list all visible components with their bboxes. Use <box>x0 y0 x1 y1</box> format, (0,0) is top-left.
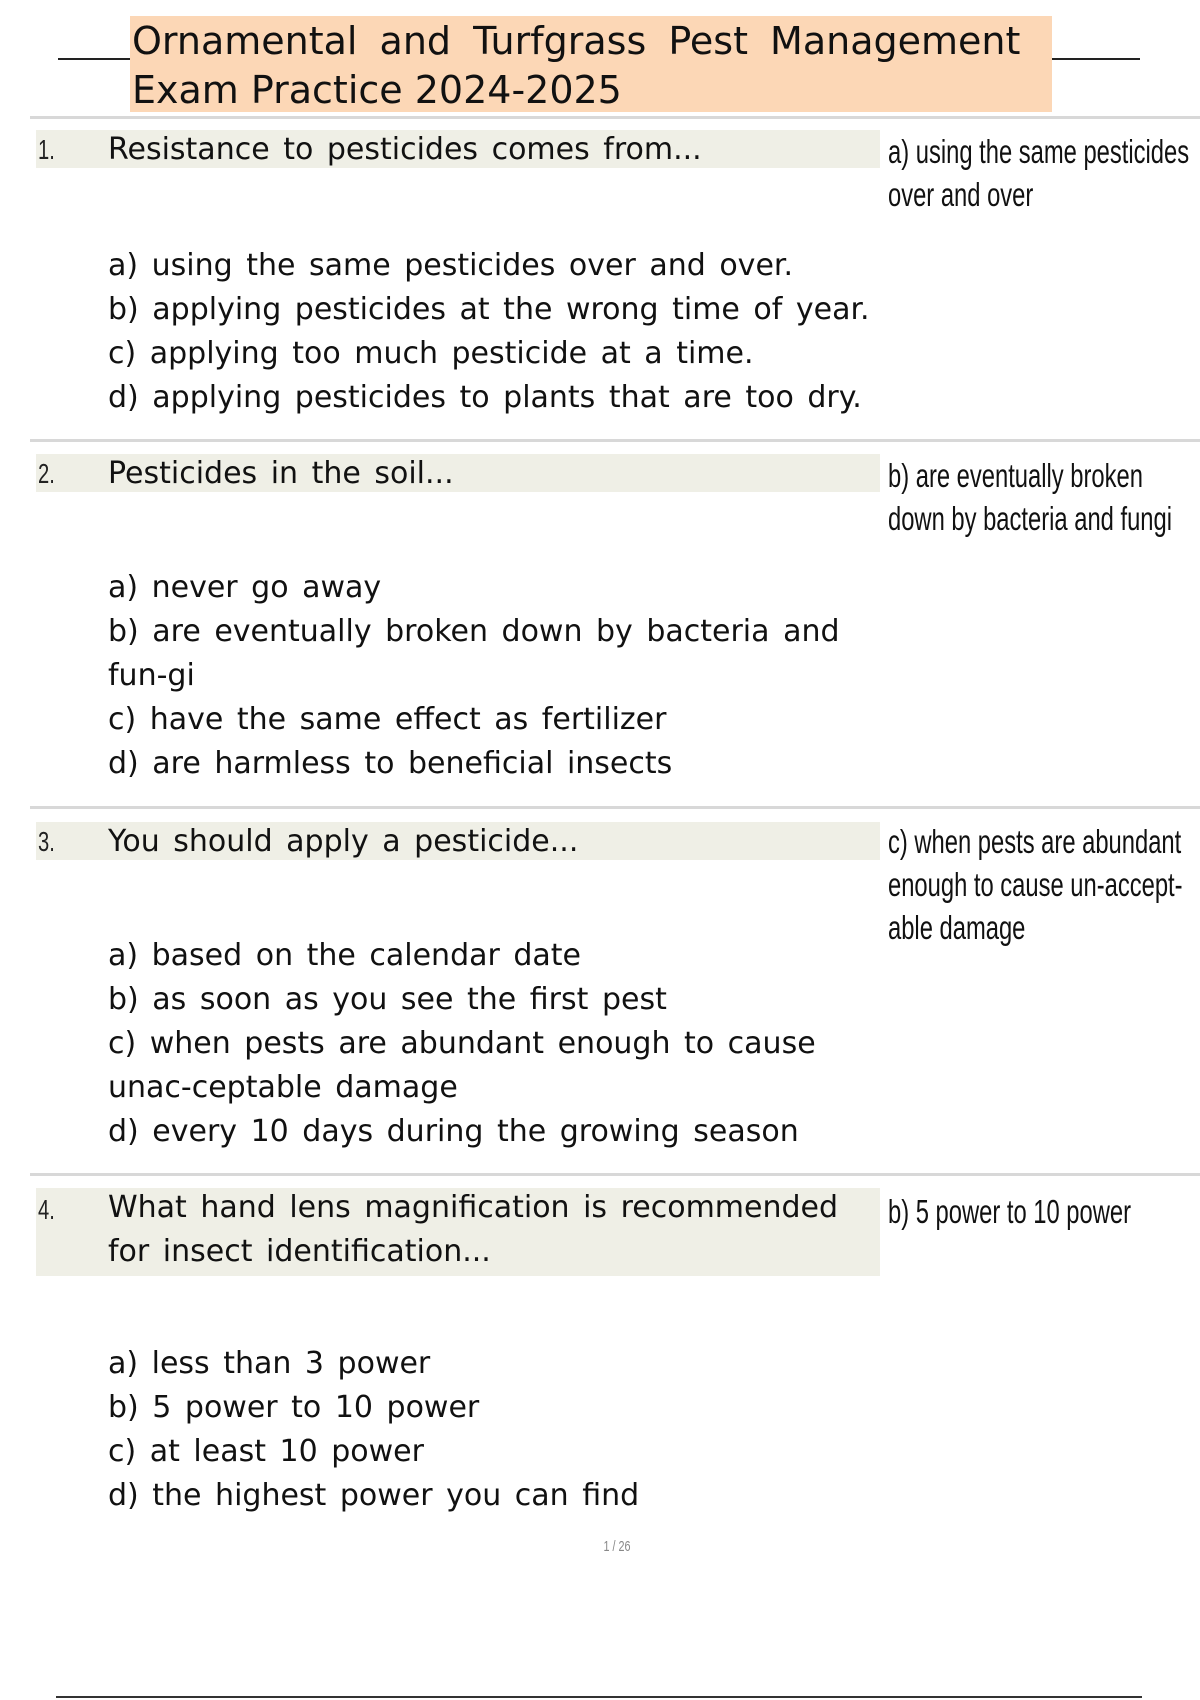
question-text: What hand lens magnification is recommended for insect identification... <box>108 1190 839 1269</box>
question-divider <box>30 806 1200 809</box>
option-c: c) applying too much pesticide at a time. <box>108 336 754 371</box>
footer-rule <box>56 1696 1142 1698</box>
document-title-line-2: Exam Practice 2024-2025 <box>132 68 622 112</box>
option-a: a) based on the calendar date <box>108 938 582 973</box>
options-list <box>108 934 878 1154</box>
option-d: d) the highest power you can find <box>108 1478 640 1513</box>
option-a: a) using the same pesticides over and over. <box>108 248 794 283</box>
question-divider <box>30 116 1200 119</box>
option-d: d) are harmless to beneficial insects <box>108 746 673 781</box>
option-b: b) as soon as you see the first pest <box>108 982 667 1017</box>
option-a: a) less than 3 power <box>108 1346 431 1381</box>
option-c: c) at least 10 power <box>108 1434 424 1469</box>
question-text: Resistance to pesticides comes from... <box>108 132 702 167</box>
answer-text: c) when pests are abundant enough to cause un-accept-able damage <box>888 823 1183 946</box>
document-header <box>0 0 1200 118</box>
options-list <box>108 244 878 420</box>
answer-text: b) are eventually broken down by bacteria and fungi <box>888 457 1172 537</box>
option-b: b) applying pesticides at the wrong time of year. <box>108 292 870 327</box>
question-number: 4. <box>38 1194 55 1225</box>
question-number: 1. <box>38 134 55 165</box>
document-title-line-1: Ornamental and Turfgrass Pest Management <box>132 19 1021 63</box>
answer-text: b) 5 power to 10 power <box>888 1193 1132 1230</box>
options-list <box>108 566 878 786</box>
title-rule-right <box>1052 58 1140 60</box>
question-text: Pesticides in the soil... <box>108 456 454 491</box>
option-c: c) have the same effect as fertilizer <box>108 702 667 737</box>
question-number: 3. <box>38 826 55 857</box>
title-rule-left <box>58 58 130 60</box>
question-text: You should apply a pesticide... <box>108 824 579 859</box>
question-divider <box>30 439 1200 442</box>
option-c: c) when pests are abundant enough to cause unac-ceptable damage <box>108 1026 816 1105</box>
option-b: b) are eventually broken down by bacteria and fun-gi <box>108 614 840 693</box>
options-list <box>108 1342 878 1518</box>
option-d: d) applying pesticides to plants that are too dry. <box>108 380 862 415</box>
option-a: a) never go away <box>108 570 382 605</box>
question-number: 2. <box>38 458 55 489</box>
page-number: 1 / 26 <box>603 1538 631 1555</box>
option-b: b) 5 power to 10 power <box>108 1390 480 1425</box>
option-d: d) every 10 days during the growing season <box>108 1114 799 1149</box>
answer-text: a) using the same pesticides over and over <box>888 133 1190 213</box>
question-divider <box>30 1173 1200 1176</box>
